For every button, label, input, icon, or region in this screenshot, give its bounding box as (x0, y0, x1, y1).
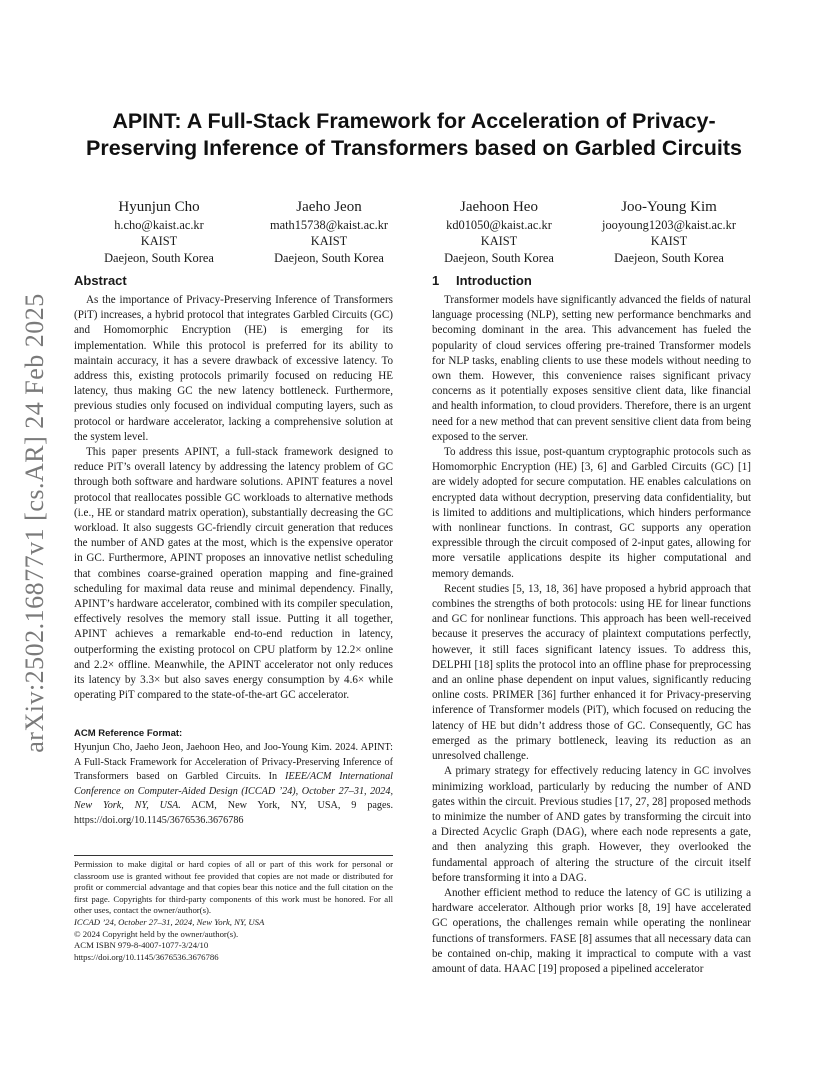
author-location: Daejeon, South Korea (614, 250, 724, 265)
author-name: Jaehoon Heo (460, 199, 538, 215)
author-affiliation: KAIST (650, 234, 688, 249)
author-name: Hyunjun Cho (118, 199, 200, 215)
arxiv-identifier (20, 288, 50, 758)
acm-reference-text (74, 741, 393, 827)
paper-title: APINT: A Full-Stack Framework for Acceleration of Privacy-Preserving Inference of Transformers based on Garbled Circuits (86, 109, 742, 160)
conference-line-text: ICCAD ’24, October 27–31, 2024, New York, NY, USA (74, 916, 265, 927)
author-email: kd01050@kaist.ac.kr (446, 218, 552, 232)
introduction-heading (432, 272, 751, 290)
author-card (414, 198, 584, 266)
intro-paragraph: Another efficient method to reduce the latency of GC is utilizing a hardware accelerator. Although prior works [8, 19] have accelerated GC operations, the challenges remain while operating the nonlinear functions of transformers. FASE [8] assumes that all necessary data can be contained on-chip, making it impractical to compute with a vast amount of data. HAAC [19] proposed a pipelined accelerator (432, 886, 751, 975)
acm-reference-text-tail: ACM, New York, NY, USA, 9 pages. https://doi.org/10.1145/3676536.3676786 (74, 800, 393, 826)
abstract-heading: Abstract (74, 273, 127, 288)
right-column (432, 272, 751, 977)
conference-line (74, 917, 393, 929)
author-affiliation: KAIST (310, 234, 348, 249)
intro-paragraph: A primary strategy for effectively reducing latency in GC involves minimizing workload, particularly by reducing the number of AND gates within the circuit. Previous studies [17, 27, 28] proposed methods to minimize the number of AND gates by transforming the circuit into a Directed Acyclic Graph (DAG), where each node represents a gate, and then analyzing this graph. However, they overlooked the fundamental approach of altering the structure of the circuit itself before transforming it into a DAG. (432, 765, 751, 884)
intro-paragraph: Recent studies [5, 13, 18, 36] have proposed a hybrid approach that combines the strengths of both protocols: using HE for linear functions and GC for nonlinear functions. This approach has been well-received because it preserves the accuracy of plaintext computations perfectly, however, it still faces significant latency issues. To address this, DELPHI [18] splits the protocol into an offline phase for preprocessing and an online phase dependent on input values, significantly reducing online costs. PRIMER [36] further enhanced it for Privacy-preserving inference of Transformer models (PiT), which focused on reducing the latency of HE but didn’t address those of GC. Consequently, GC has emerged as the primary bottleneck, leaving its reduction as an unresolved challenge. (432, 582, 751, 763)
author-email: math15738@kaist.ac.kr (269, 218, 389, 232)
author-email: jooyoung1203@kaist.ac.kr (602, 218, 736, 232)
author-location: Daejeon, South Korea (274, 250, 384, 265)
author-block (74, 198, 754, 266)
author-email: h.cho@kaist.ac.kr (114, 218, 204, 232)
author-card (244, 198, 414, 266)
author-location: Daejeon, South Korea (444, 250, 554, 265)
author-affiliation: KAIST (140, 234, 178, 249)
acm-reference-heading: ACM Reference Format: (74, 728, 183, 740)
abstract-paragraph: This paper presents APINT, a full-stack framework designed to reduce PiT’s overall latency by addressing the latency problem of GC through both software and hardware solutions. APINT features a novel protocol that reallocates possible GC workloads to alternative methods (i.e., HE or standard matrix operation), substantially decreasing the GC workload. It also suggests GC-friendly circuit generation that reduces the number of AND gates at the most, which is the expensive operator in GC. Furthermore, APINT proposes an innovative netlist scheduling that combines coarse-grained operation mapping and fine-grained scheduling for maximal data reuse and minimal dependency. Finally, APINT’s hardware accelerator, combined with its compiler speculation, effectively resolves the memory stall issue. Putting it all together, APINT achieves a remarkable end-to-end reduction in latency, outperforming the existing protocol on CPU platform by 12.2× online and 2.2× offline. Meanwhile, the APINT accelerator not only reduces its latency by 3.3× but also saves energy consumption by 4.6× while operating PiT compared to the state-of-the-art GC accelerator. (74, 446, 393, 702)
author-card (74, 198, 244, 266)
permission-notice: Permission to make digital or hard copies of all or part of this work for personal or classroom use is granted without fee provided that copies are not made or distributed for profit or commercial advantage and that copies bear this notice and the full citation on the first page. Copyrights for third-party components of this work must be honored. For all other uses, contact the owner/author(s). (74, 859, 393, 916)
arxiv-identifier-text: arXiv:2502.16877v1 [cs.AR] 24 Feb 2025 (20, 293, 49, 753)
copyright-footnote (74, 855, 393, 963)
author-card (584, 198, 754, 266)
intro-paragraph: Transformer models have significantly advanced the fields of natural language processing (NLP), setting new performance benchmarks and becoming dominant in the area. This advancement has fueled the popularity of cloud services offering pre-trained Transformer models for NLP tasks, enabling clients to use these models without needing to own them. However, this convenience raises significant privacy concerns as it potentially exposes sensitive client data, like financial and health information, to cloud providers. Therefore, there is an urgent need for a new method that can prevent sensitive client data from being exposed to the server. (432, 294, 751, 443)
author-name: Joo-Young Kim (621, 199, 717, 215)
section-number: 1 (432, 273, 440, 288)
author-name: Jaeho Jeon (296, 199, 362, 215)
acm-reference-venue: IEEE/ACM International Conference on Computer-Aided Design (ICCAD ’24), October 27–31, 2024, New York, NY, USA. (74, 771, 393, 812)
intro-paragraph: To address this issue, post-quantum cryptographic protocols such as Homomorphic Encryption (HE) [3, 6] and Garbled Circuits (GC) [1] are widely adopted for secure computation. HE enables calculations on encrypted data without decryption, preserving data confidentiality, but is limited to additions and multiplications, which hinders performance with nonlinear functions. In contrast, GC supports any operation expressible through the circuit composed of 2-input gates, allowing for more versatile applications despite its higher computational and memory demands. (432, 446, 751, 580)
author-affiliation: KAIST (480, 234, 518, 249)
author-location: Daejeon, South Korea (104, 250, 214, 265)
isbn-line: ACM ISBN 979-8-4007-1077-3/24/10 (74, 940, 209, 951)
copyright-line: © 2024 Copyright held by the owner/author(s). (74, 928, 239, 939)
doi-line: https://doi.org/10.1145/3676536.3676786 (74, 951, 219, 962)
acm-reference-text-plain: Hyunjun Cho, Jaeho Jeon, Jaehoon Heo, and Joo-Young Kim. 2024. APINT: A Full-Stack Framework for Acceleration of Privacy-Preserving Inference of Transformers based on Garbled Circuits. In (74, 742, 393, 783)
left-column (74, 272, 393, 828)
section-title: Introduction (456, 273, 532, 288)
abstract-paragraph: As the importance of Privacy-Preserving Inference of Transformers (PiT) increases, a hybrid protocol that integrates Garbled Circuits (GC) and Homomorphic Encryption (HE) is emerging for its implementation. While this protocol is preferred for its ability to maintain accuracy, it has a severe drawback of excessive latency. To address this, existing protocols primarily focused on reducing HE latency, thus making GC the new latency bottleneck. Furthermore, previous studies only focused on individual computing layers, such as protocol or hardware accelerator, lacking a comprehensive solution at the system level. (74, 294, 393, 443)
